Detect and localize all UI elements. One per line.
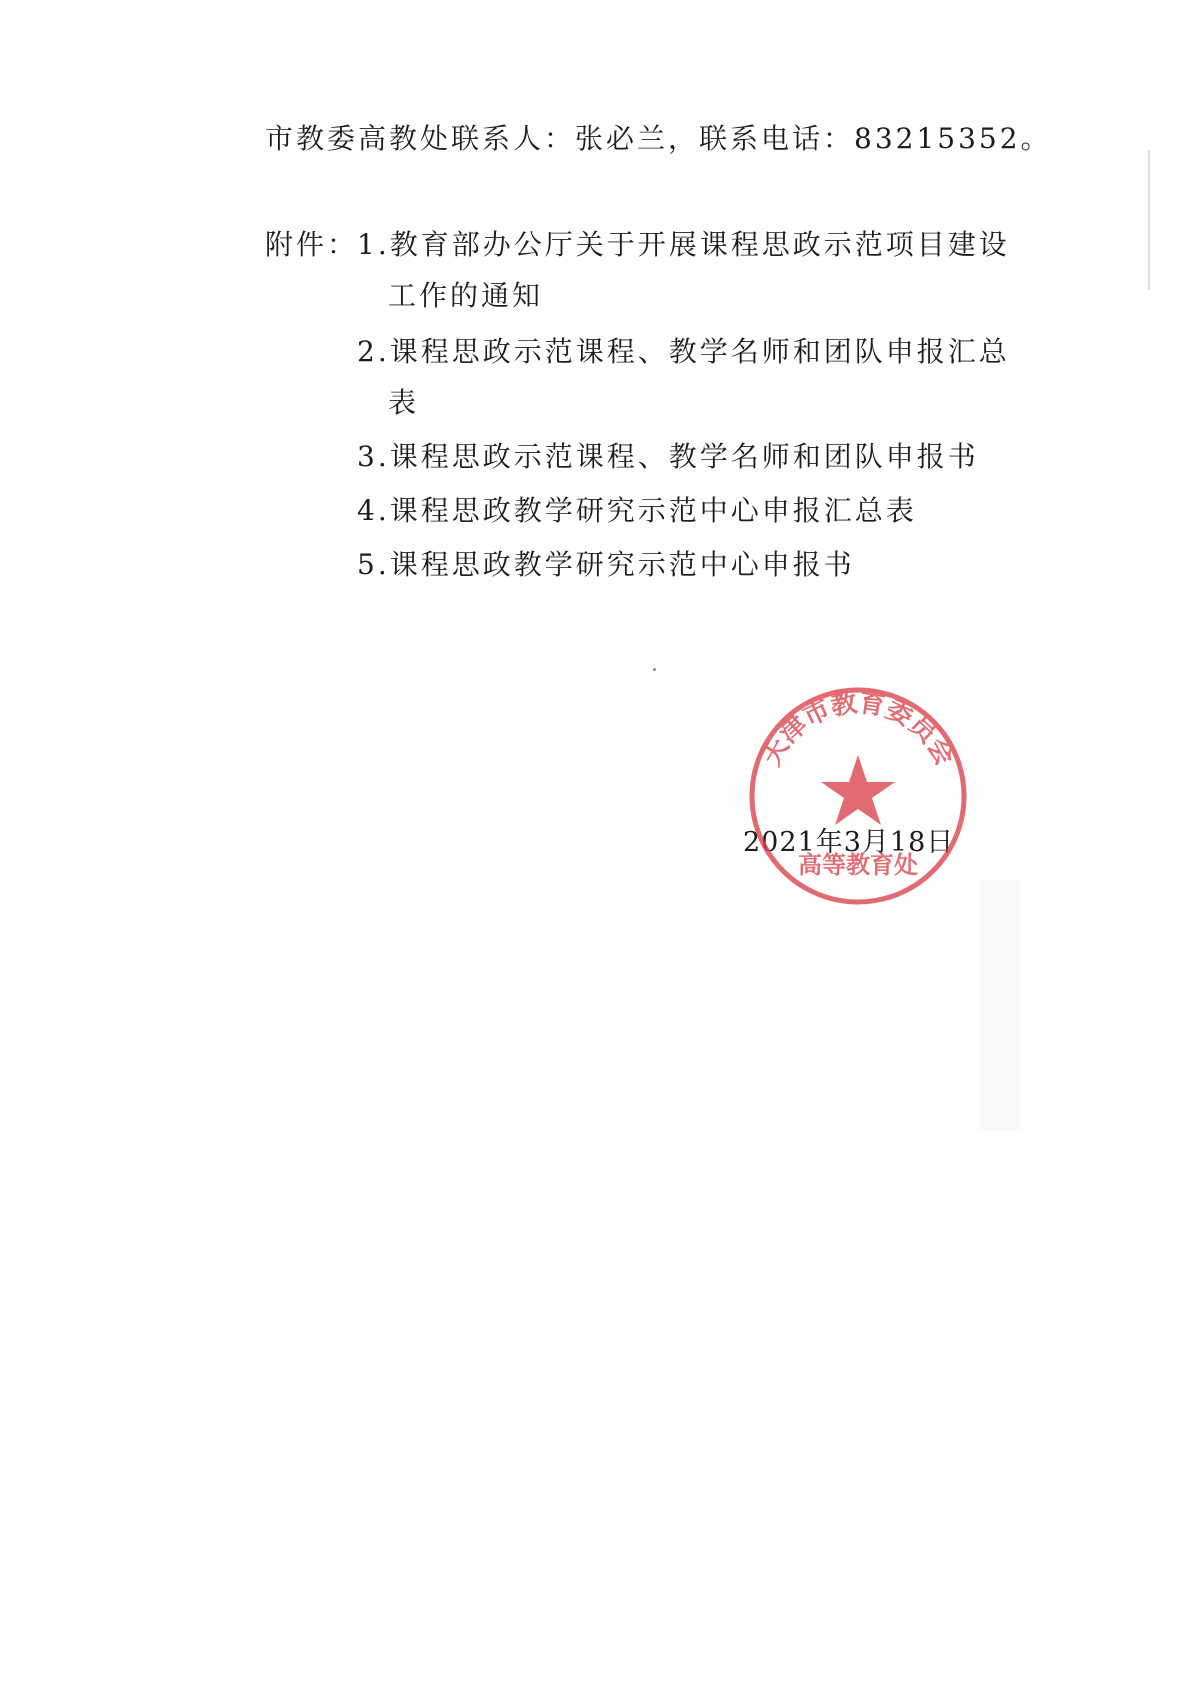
attachment-item-4: 4.课程思政教学研究示范中心申报汇总表	[357, 494, 917, 527]
official-seal	[745, 683, 971, 909]
issue-date: 2021年3月18日	[743, 827, 955, 858]
attachment-item-5: 5.课程思政教学研究示范中心申报书	[357, 548, 855, 581]
attachment-item-1: 1.教育部办公厅关于开展课程思政示范项目建设	[357, 228, 1010, 261]
scan-shade-edge	[1148, 150, 1150, 290]
attachment-item-3: 3.课程思政示范课程、教学名师和团队申报书	[357, 440, 979, 473]
seal-org-name-path: 天津市教育委员会	[756, 688, 960, 771]
scan-speck	[653, 668, 656, 671]
contact-line: 市教委高教处联系人：张必兰，联系电话：83215352。	[265, 122, 1052, 155]
attachment-item-2: 2.课程思政示范课程、教学名师和团队申报汇总	[357, 335, 1010, 368]
attachment-item-1-cont: 工作的通知	[388, 279, 544, 312]
attachment-item-2-cont: 表	[388, 386, 420, 419]
seal-dept-name: 高等教育处	[798, 851, 918, 879]
star-icon	[821, 755, 895, 825]
scan-shade-right	[980, 880, 1020, 1130]
attachments-label: 附件：	[265, 228, 359, 261]
